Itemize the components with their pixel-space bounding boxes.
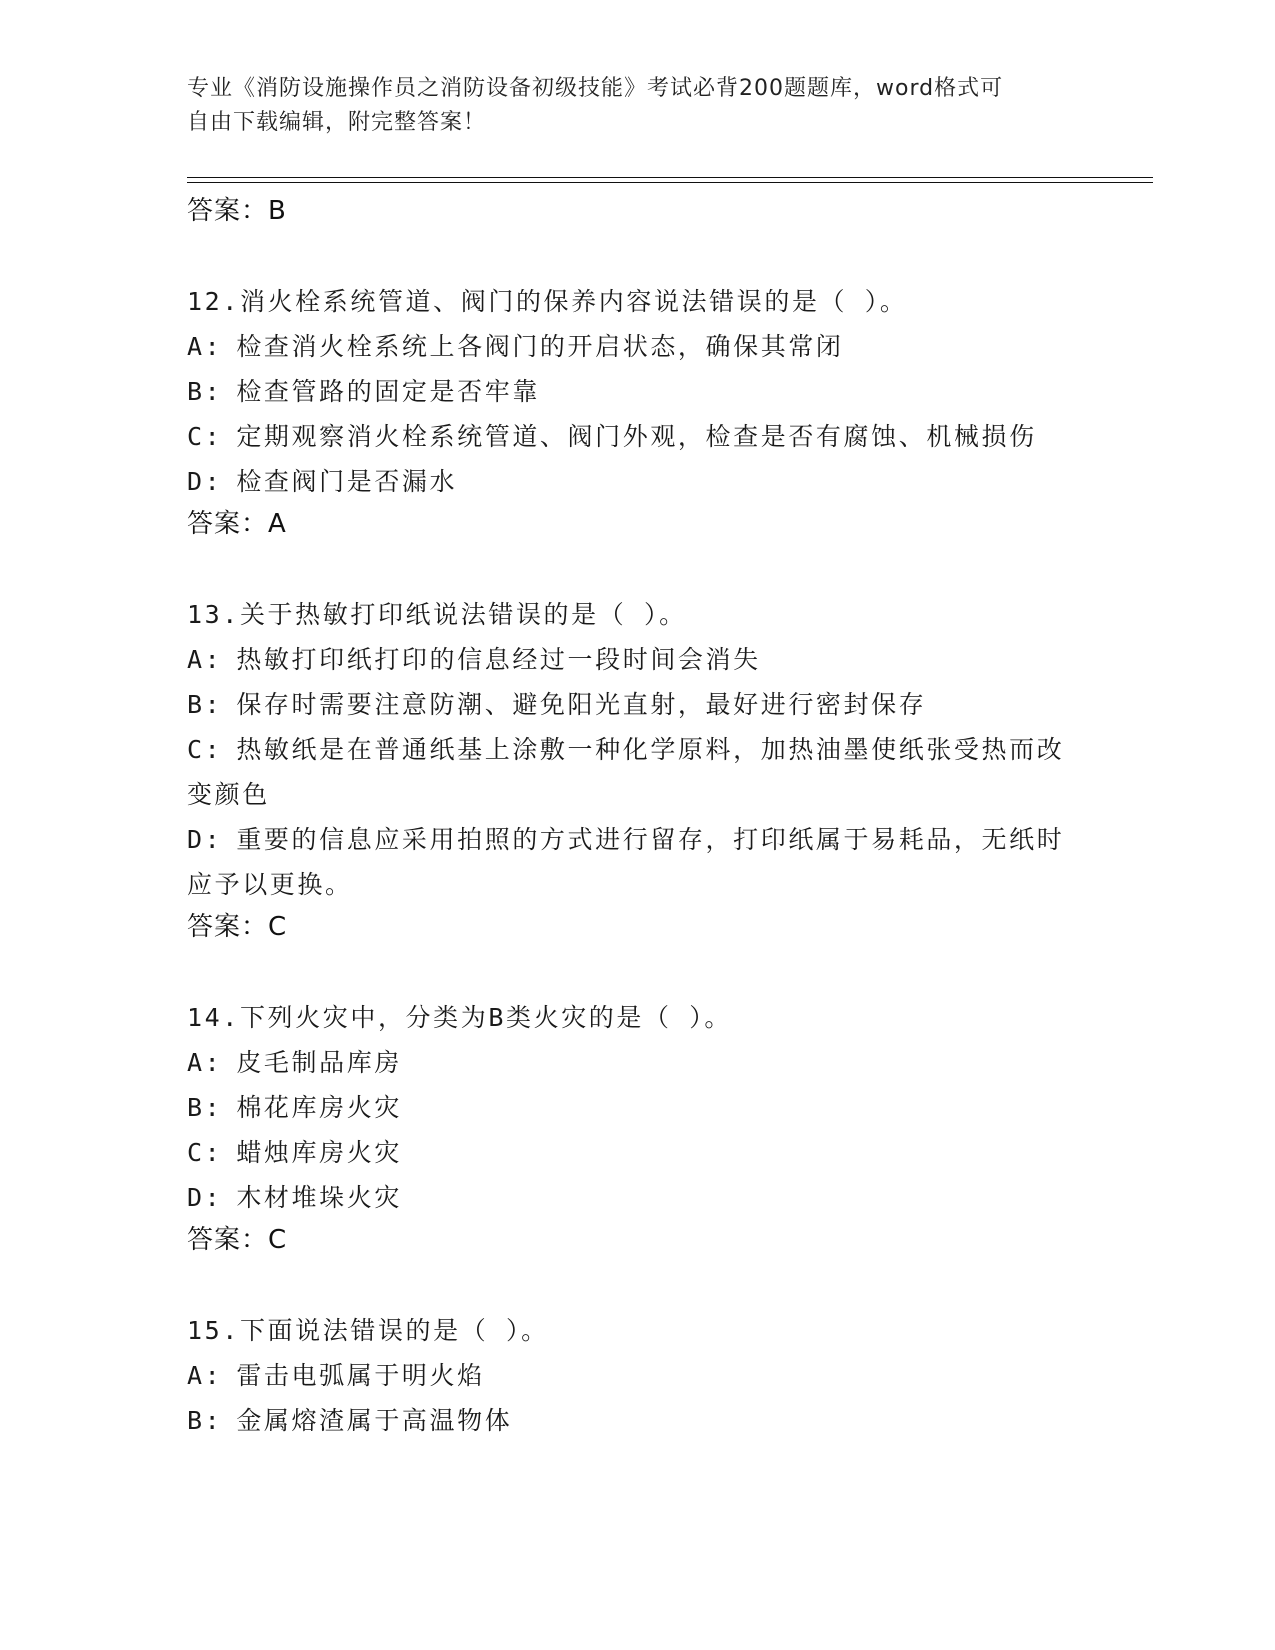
option-text: 定期观察消火栓系统管道、阀门外观，检查是否有腐蚀、机械损伤 xyxy=(236,422,1037,451)
option-a xyxy=(187,1040,1087,1085)
option-label: D: xyxy=(187,825,223,854)
header-title-line-2: 自由下载编辑，附完整答案！ xyxy=(187,110,487,135)
option-b xyxy=(187,1398,1087,1443)
header-title-line-1: 专业《消防设施操作员之消防设备初级技能》考试必背200题题库，word格式可 xyxy=(187,76,1004,101)
option-c xyxy=(187,727,1087,817)
answer: 答案：C xyxy=(187,1225,288,1255)
option-a xyxy=(187,1353,1087,1398)
option-label: D: xyxy=(187,467,223,496)
option-c xyxy=(187,1130,1087,1175)
question-list xyxy=(187,191,1087,1491)
option-label: A: xyxy=(187,332,223,361)
answer: 答案：C xyxy=(187,912,288,942)
option-text: 热敏纸是在普通纸基上涂敷一种化学原料，加热油墨使纸张受热而改变颜色 xyxy=(187,735,1065,809)
option-label: C: xyxy=(187,1138,223,1167)
option-d xyxy=(187,1175,1087,1220)
question-text: 13.关于热敏打印纸说法错误的是（ ）。 xyxy=(187,600,687,629)
option-a xyxy=(187,324,1087,369)
option-label: C: xyxy=(187,422,223,451)
option-label: A: xyxy=(187,1048,223,1077)
option-text: 检查管路的固定是否牢靠 xyxy=(236,377,540,406)
option-text: 保存时需要注意防潮、避免阳光直射，最好进行密封保存 xyxy=(236,690,927,719)
option-b xyxy=(187,369,1087,414)
option-label: B: xyxy=(187,1406,223,1435)
document-header xyxy=(187,72,1067,140)
question-13 xyxy=(187,592,1087,947)
option-text: 木材堆垛火灾 xyxy=(236,1183,402,1212)
option-label: B: xyxy=(187,1093,223,1122)
question-text: 15.下面说法错误的是（ ）。 xyxy=(187,1316,549,1345)
option-d xyxy=(187,459,1087,504)
option-text: 棉花库房火灾 xyxy=(236,1093,402,1122)
option-text: 热敏打印纸打印的信息经过一段时间会消失 xyxy=(236,645,761,674)
option-d xyxy=(187,817,1087,907)
option-label: A: xyxy=(187,645,223,674)
option-label: C: xyxy=(187,735,223,764)
option-text: 雷击电弧属于明火焰 xyxy=(236,1361,485,1390)
question-text: 14.下列火灾中，分类为B类火灾的是（ ）。 xyxy=(187,1003,732,1032)
option-text: 检查消火栓系统上各阀门的开启状态，确保其常闭 xyxy=(236,332,844,361)
option-text: 金属熔渣属于高温物体 xyxy=(236,1406,513,1435)
option-label: D: xyxy=(187,1183,223,1212)
option-text: 皮毛制品库房 xyxy=(236,1048,402,1077)
option-b xyxy=(187,682,1087,727)
option-a xyxy=(187,637,1087,682)
option-b xyxy=(187,1085,1087,1130)
option-c xyxy=(187,414,1087,459)
question-15 xyxy=(187,1308,1087,1443)
option-text: 重要的信息应采用拍照的方式进行留存，打印纸属于易耗品，无纸时应予以更换。 xyxy=(187,825,1065,899)
option-text: 检查阀门是否漏水 xyxy=(236,467,458,496)
answer: 答案：A xyxy=(187,509,287,539)
question-12 xyxy=(187,279,1087,544)
option-label: A: xyxy=(187,1361,223,1390)
option-label: B: xyxy=(187,377,223,406)
answer-11: 答案：B xyxy=(187,196,287,226)
question-14 xyxy=(187,995,1087,1260)
option-text: 蜡烛库房火灾 xyxy=(236,1138,402,1167)
option-label: B: xyxy=(187,690,223,719)
header-rule-top xyxy=(187,177,1153,178)
header-rule-bottom xyxy=(187,182,1153,183)
question-text: 12.消火栓系统管道、阀门的保养内容说法错误的是（ ）。 xyxy=(187,287,908,316)
